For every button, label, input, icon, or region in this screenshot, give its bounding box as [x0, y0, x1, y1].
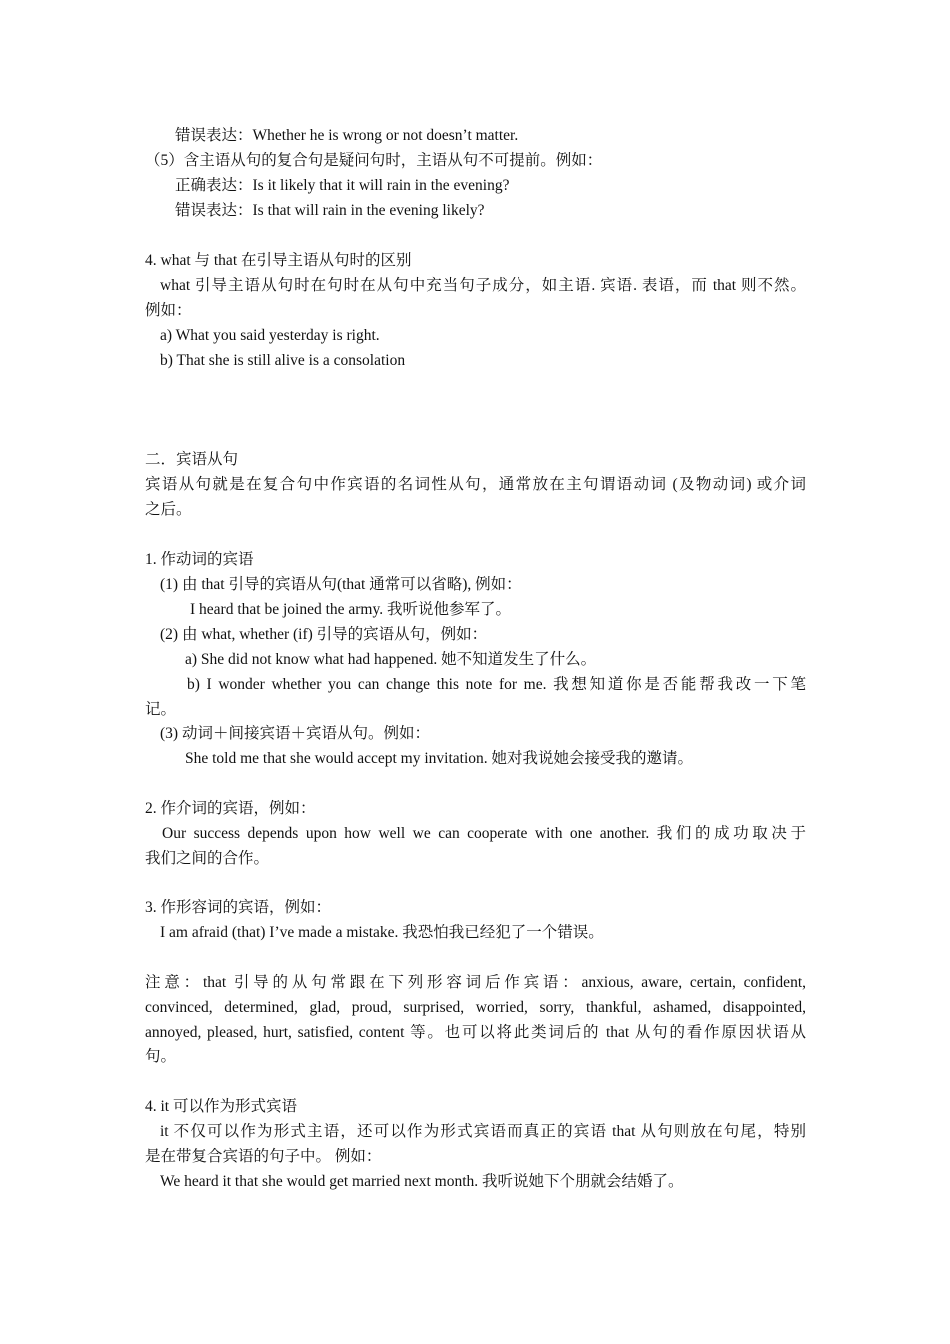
p2-example-line1: Our success depends upon how well we can cooperate with one another. 我们的成功取决于: [162, 825, 806, 842]
wrong-expression-2: 错误表达：Is that will rain in the evening likely?: [175, 202, 485, 219]
section2-intro-line1: 宾语从句就是在复合句中作宾语的名词性从句，通常放在主句谓语动词 (及物动词) 或介词: [145, 476, 806, 493]
section2-heading: 二．宾语从句: [145, 451, 239, 468]
point4-example-b: b) That she is still alive is a consolation: [160, 352, 406, 369]
p1-sub2: (2) 由 what, whether (if) 引导的宾语从句，例如：: [160, 626, 488, 643]
p4-example: We heard it that she would get married next month. 我听说她下个朋就会结婚了。: [160, 1173, 684, 1190]
p1-sub3-example: She told me that she would accept my invitation. 她对我说她会接受我的邀请。: [185, 750, 693, 767]
note-line1: 注意：that 引导的从句常跟在下列形容词后作宾语：anxious, aware, certain, confident,: [145, 974, 806, 991]
p4-body-line2: 是在带复合宾语的句子中。 例如：: [145, 1148, 382, 1165]
point4-heading: 4. what 与 that 在引导主语从句时的区别: [145, 252, 412, 269]
note-line4: 句。: [145, 1048, 177, 1065]
point4-example-a: a) What you said yesterday is right.: [160, 327, 380, 344]
p2-heading: 2. 作介词的宾语，例如：: [145, 800, 316, 817]
p4-heading: 4. it 可以作为形式宾语: [145, 1098, 297, 1115]
p3-example: I am afraid (that) I’ve made a mistake. 我恐怕我已经犯了一个错误。: [160, 924, 604, 941]
p1-sub2-example-b-line1: b) I wonder whether you can change this note for me. 我想知道你是否能帮我改一下笔: [187, 676, 806, 693]
p1-sub3: (3) 动词＋间接宾语＋宾语从句。例如：: [160, 725, 430, 742]
point4-body-line1: what 引导主语从句时在句时在从句中充当句子成分，如主语. 宾语. 表语，而 that 则不然。: [160, 277, 806, 294]
p1-sub2-example-a: a) She did not know what had happened. 她不知道发生了什么。: [185, 651, 597, 668]
note-line3: annoyed, pleased, hurt, satisfied, content 等。也可以将此类词后的 that 从句的看作原因状语从: [145, 1024, 806, 1041]
p1-sub1: (1) 由 that 引导的宾语从句(that 通常可以省略), 例如：: [160, 576, 522, 593]
p1-sub2-example-b-line2: 记。: [145, 701, 177, 718]
p1-heading: 1. 作动词的宾语: [145, 551, 254, 568]
p4-body-line1: it 不仅可以作为形式主语，还可以作为形式宾语而真正的宾语 that 从句则放在句尾，特别: [160, 1123, 806, 1140]
point4-body-line2: 例如：: [145, 302, 192, 319]
note-line2: convinced, determined, glad, proud, surprised, worried, sorry, thankful, ashamed, disappointed,: [145, 999, 806, 1016]
wrong-expression-1: 错误表达：Whether he is wrong or not doesn’t matter.: [175, 127, 519, 144]
rule-5: （5）含主语从句的复合句是疑问句时，主语从句不可提前。例如：: [145, 152, 603, 169]
section2-intro-line2: 之后。: [145, 501, 192, 518]
p3-heading: 3. 作形容词的宾语，例如：: [145, 899, 332, 916]
correct-expression: 正确表达：Is it likely that it will rain in the evening?: [175, 177, 510, 194]
p1-sub1-example: I heard that be joined the army. 我听说他参军了。: [190, 601, 511, 618]
p2-example-line2: 我们之间的合作。: [145, 850, 270, 867]
